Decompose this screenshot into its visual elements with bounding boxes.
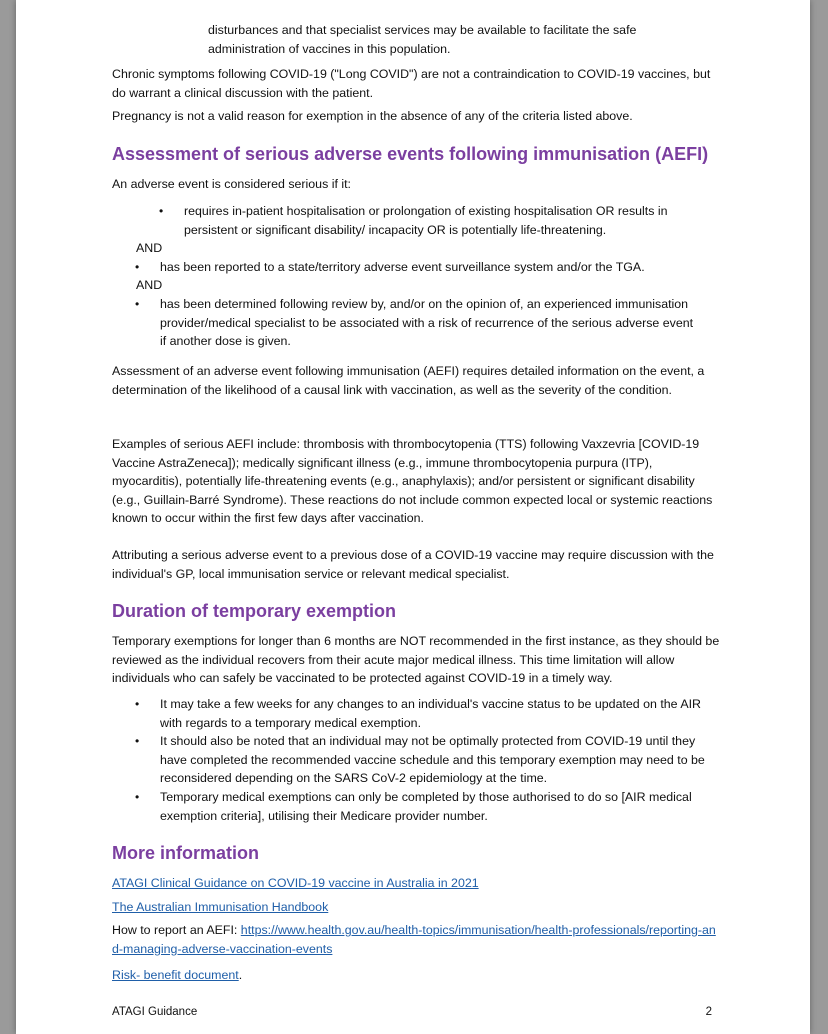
page-footer <box>112 1006 712 1018</box>
and-label-1: AND <box>136 241 163 255</box>
duration-bullet-2 <box>135 732 720 788</box>
atagi-guidance-link[interactable]: ATAGI Clinical Guidance on COVID-19 vaccine in Australia in 2021 <box>112 876 479 890</box>
more-info-link-2 <box>112 898 328 917</box>
risk-benefit-suffix: . <box>238 968 243 982</box>
top-fragment <box>208 21 728 59</box>
document-page <box>16 0 810 1034</box>
duration-intro: Temporary exemptions for longer than 6 months are NOT recommended in the first instance, as they should be reviewed as the individual recovers from their acute major medical illness. This time limitation will allow individuals who can safely be vaccinated to be protected against COVID-19 in a timely way. <box>112 634 720 686</box>
bullet-dot: • <box>135 297 140 311</box>
aefi-bullet-2-text: has been reported to a state/territory adverse event surveillance system and/or the TGA. <box>160 260 645 274</box>
aefi-intro: An adverse event is considered serious if it: <box>112 177 351 191</box>
duration-bullet-2-text: It should also be noted that an individual may not be optimally protected from COVID-19 until they have completed the recommended vaccine schedule and this temporary exemption may need to be reconsidered depending on the SARS CoV-2 epidemiology at the time. <box>160 734 705 786</box>
aefi-paragraph-1: Assessment of an adverse event following immunisation (AEFI) requires detailed information on the event, a determination of the likelihood of a causal link with vaccination, as well as the severity of the condition. <box>112 364 705 397</box>
aefi-bullet-2 <box>135 258 720 277</box>
fragment-line-1: disturbances and that specialist services may be available to facilitate the safe <box>208 23 637 37</box>
report-aefi-prefix: How to report an AEFI: <box>112 923 241 937</box>
more-info-link-3 <box>112 966 242 985</box>
report-aefi-link[interactable]: https://www.health.gov.au/health-topics/immunisation/health-professionals/reporting-and-managing-adverse-vaccination-events <box>112 923 716 956</box>
more-info-heading: More information <box>112 843 259 863</box>
aefi-bullet-1 <box>159 202 704 239</box>
footer-title: ATAGI Guidance <box>112 1006 198 1018</box>
bullet-dot: • <box>135 734 140 748</box>
duration-bullet-3-text: Temporary medical exemptions can only be completed by those authorised to do so [AIR medical exemption criteria], utilising their Medicare provider number. <box>160 790 692 823</box>
aefi-paragraph-3: Attributing a serious adverse event to a previous dose of a COVID-19 vaccine may require discussion with the individual's GP, local immunisation service or relevant medical specialist. <box>112 548 714 581</box>
fragment-line-2: administration of vaccines in this population. <box>208 42 451 56</box>
bullet-dot: • <box>159 204 164 218</box>
bullet-dot: • <box>135 790 140 804</box>
duration-bullet-3 <box>135 788 700 825</box>
duration-bullet-1 <box>135 695 710 732</box>
pregnancy-paragraph: Pregnancy is not a valid reason for exemption in the absence of any of the criteria listed above. <box>112 109 633 123</box>
aefi-bullet-3 <box>135 295 700 351</box>
report-aefi-line <box>112 921 722 958</box>
long-covid-paragraph: Chronic symptoms following COVID-19 ("Long COVID") are not a contraindication to COVID-19 vaccines, but do warrant a clinical discussion with the patient. <box>112 67 711 100</box>
aefi-bullet-1-text: requires in-patient hospitalisation or prolongation of existing hospitalisation OR results in persistent or significant disability/ incapacity OR is potentially life-threatening. <box>184 204 668 237</box>
aefi-paragraph-2: Examples of serious AEFI include: thrombosis with thrombocytopenia (TTS) following Vaxzevria [COVID-19 Vaccine AstraZeneca]); medically significant illness (e.g., immune thrombocytopenia purpura (ITP), myocarditis), potentially life-threatening events (e.g., anaphylaxis); and/or persistent or significant disability (e.g., Guillain-Barré Syndrome). These reactions do not include common expected local or systemic reactions known to occur within the first few days after vaccination. <box>112 437 713 526</box>
aefi-bullet-3-text: has been determined following review by, and/or on the opinion of, an experienced immunisation provider/medical specialist to be associated with a risk of recurrence of the serious adverse event if another dose is given. <box>160 297 694 349</box>
aefi-heading: Assessment of serious adverse events following immunisation (AEFI) <box>112 144 709 164</box>
and-label-2: AND <box>136 278 163 292</box>
page-number: 2 <box>705 1006 712 1018</box>
bullet-dot: • <box>135 260 140 274</box>
more-info-link-1 <box>112 874 479 893</box>
immunisation-handbook-link[interactable]: The Australian Immunisation Handbook <box>112 900 329 914</box>
bullet-dot: • <box>135 697 140 711</box>
risk-benefit-link[interactable]: Risk- benefit document <box>112 968 239 982</box>
duration-heading: Duration of temporary exemption <box>112 601 397 621</box>
duration-bullet-1-text: It may take a few weeks for any changes to an individual's vaccine status to be updated on the AIR with regards to a temporary medical exemption. <box>160 697 701 730</box>
